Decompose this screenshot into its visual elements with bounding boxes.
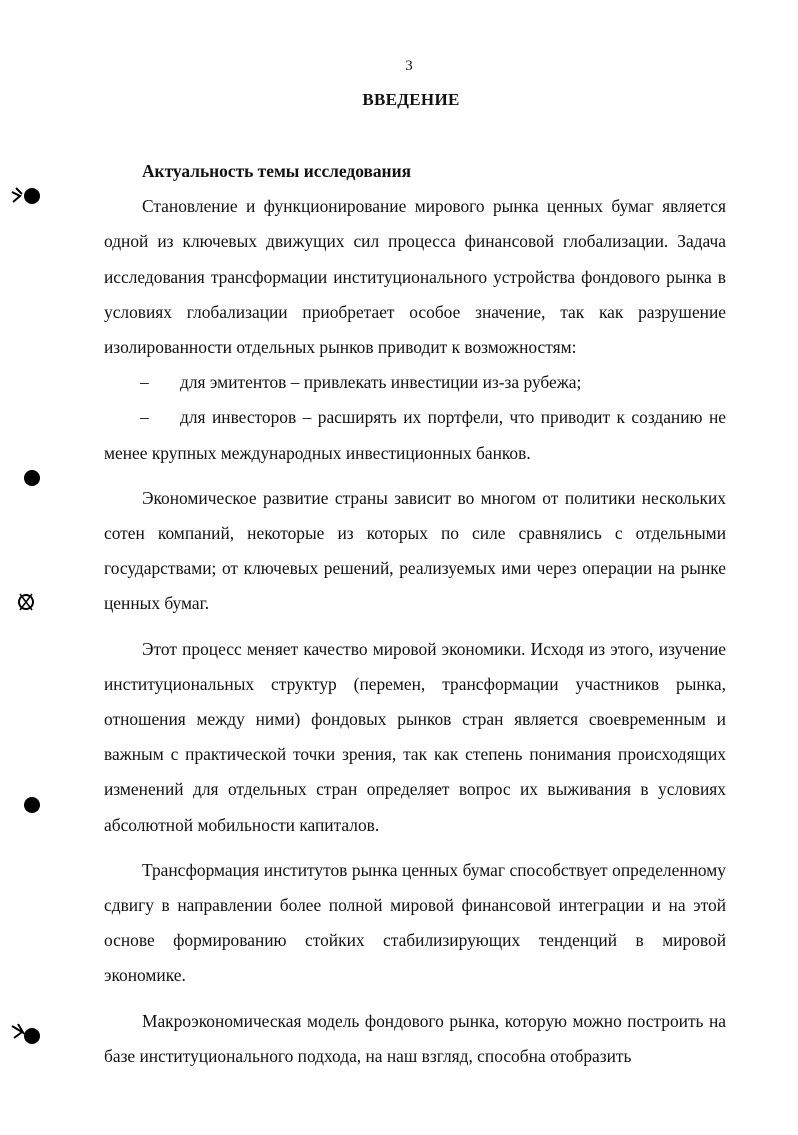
bullet-dash: – [140,407,149,428]
binder-hole-mark-icon [10,1020,42,1048]
paragraph-1: Становление и функционирование мирового рынка ценных бумаг является одной из ключевых движущих сил процесса финансовой глобализации. Задача исследования трансформации институционального устройства фондового рынка в условиях глобализации приобретает особое значение, так как разрушение изолированности отдельных рынков приводит к возможностям: [104,196,726,358]
binder-hole-mark-icon [10,588,42,616]
page-title: ВВЕДЕНИЕ [362,90,460,109]
binder-hole-icon [24,797,40,813]
bullet-dash: – [140,372,149,393]
page-number: 3 [405,58,413,74]
bullet-item-2 [104,400,726,470]
paragraph-4: Трансформация институтов рынка ценных бумаг способствует определенному сдвигу в направлении более полной мировой финансовой интеграции и на этой основе формированию стойких стабилизирующих тенденций в мировой экономике. [104,859,726,986]
paragraph-3: Этот процесс меняет качество мировой экономики. Исходя из этого, изучение институциональных структур (перемен, трансформации участников рынка, отношения между ними) фондовых рынков стран является своевременным и важным с практической точки зрения, так как степень понимания происходящих изменений для отдельных стран определяет вопрос их выживания в условиях абсолютной мобильности капиталов. [104,638,726,835]
section-heading: Актуальность темы исследования [142,161,412,181]
binder-hole-icon [24,470,40,486]
bullet-item-1 [104,365,726,400]
binder-hole-mark-icon [10,182,42,210]
document-body [104,154,726,1074]
paragraph-2: Экономическое развитие страны зависит во многом от политики нескольких сотен компаний, некоторые из которых по силе сравнялись с отдельными государствами; от ключевых решений, реализуемых ими через операции на рынке ценных бумаг. [104,487,726,614]
bullet-text-1: для эмитентов – привлекать инвестиции из-за рубежа; [180,372,582,393]
bullet-text-2: для инвесторов – расширять их портфели, что приводит к созданию не менее крупных международных инвестиционных банков. [104,407,726,463]
paragraph-5: Макроэкономическая модель фондового рынка, которую можно построить на базе институционального подхода, на наш взгляд, способна отобразить [104,1010,726,1066]
